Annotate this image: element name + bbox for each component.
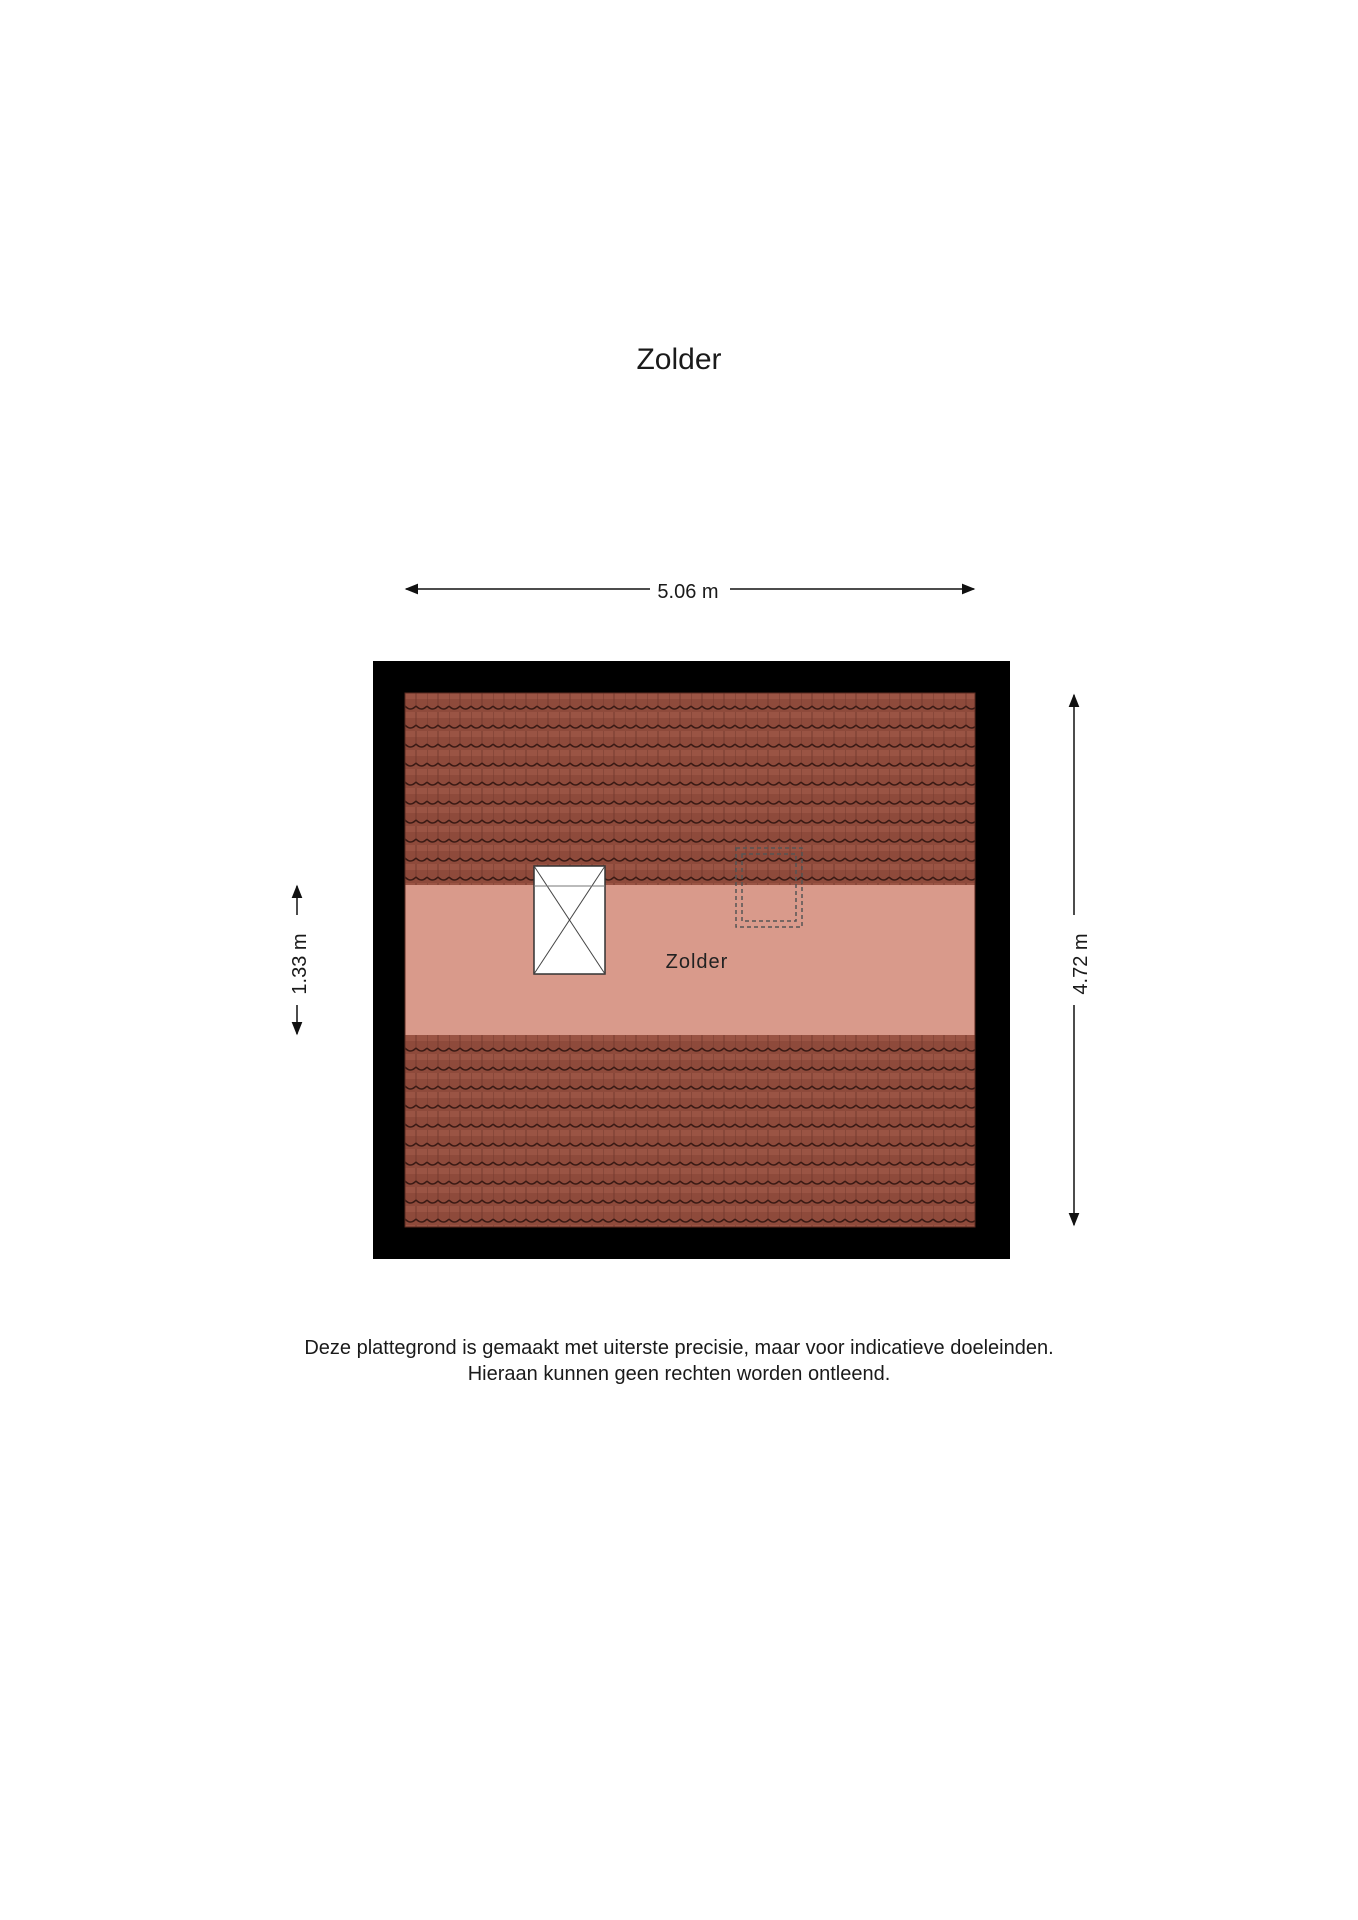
disclaimer-line-1: Deze plattegrond is gemaakt met uiterste precisie, maar voor indicatieve doeleinden. [304,1337,1054,1359]
hatch-icon [534,866,605,974]
roof-tiles-bottom [405,1035,975,1227]
height-dimension-label: 4.72 m [1070,927,1092,1000]
disclaimer-line-2: Hieraan kunnen geen rechten worden ontleend. [467,1363,891,1385]
page-title: Zolder [636,343,722,376]
disclaimer [0,1335,1358,1387]
width-dimension-label: 5.06 m [651,581,724,603]
room-label: Zolder [665,951,729,973]
window-dimension-label: 1.33 m [289,927,311,1000]
width-dimension [0,580,1358,604]
roof-tiles-top [405,693,975,885]
height-dimension [1069,894,1093,1034]
window-dimension [288,894,312,1034]
